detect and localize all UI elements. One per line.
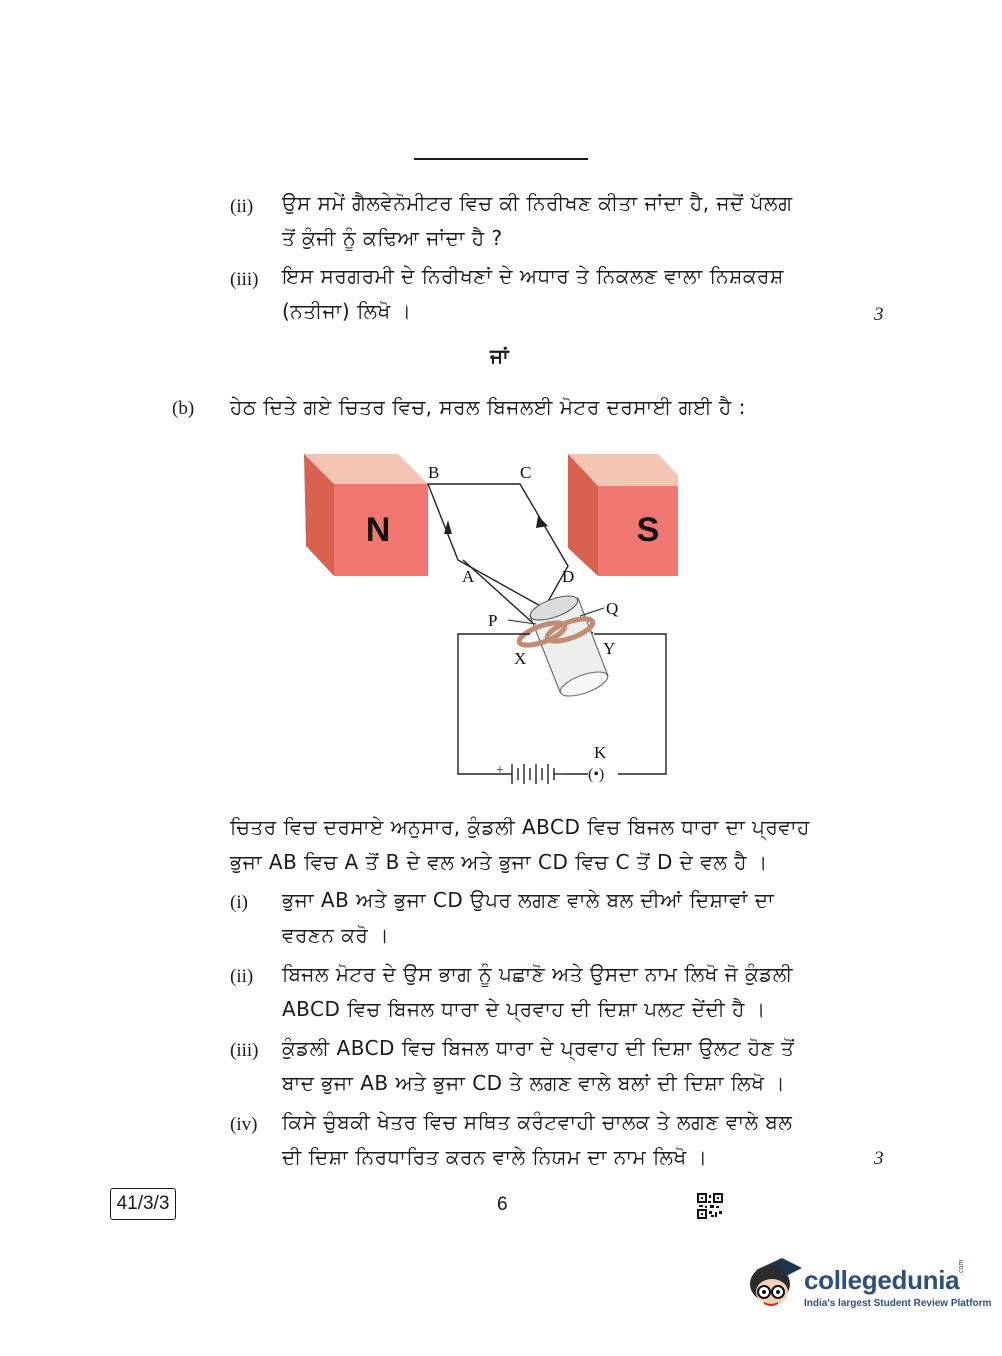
label-c: C — [520, 463, 532, 482]
magnet-s-label: S — [636, 511, 660, 549]
text-line: ਤੋਂ ਕੁੰਜੀ ਨੂੰ ਕਢਿਆ ਜਾਂਦਾ ਹੈ ? — [282, 226, 503, 250]
text-line: ਚਿਤਰ ਵਿਚ ਦਰਸਾਏ ਅਨੁਸਾਰ, ਕੁੰਡਲੀ ABCD ਵਿਚ ਬਿਜਲ ਧਾਰਾ ਦਾ ਪ੍ਰਵਾਹ — [230, 815, 810, 839]
question-number: (iii) — [230, 269, 259, 290]
label-y: Y — [603, 639, 616, 658]
text-line: ਕਿਸੇ ਚੁੰਬਕੀ ਖੇਤਰ ਵਿਚ ਸਥਿਤ ਕਰੰਟਵਾਹੀ ਚਾਲਕ ਤੇ ਲਗਣ ਵਾਲੇ ਬਲ — [282, 1110, 793, 1134]
electric-motor-figure — [298, 448, 678, 788]
page-number: 6 — [497, 1194, 508, 1215]
label-p: P — [488, 611, 498, 630]
arrow-cd — [536, 516, 548, 528]
watermark-tagline: India's largest Student Review Platform — [804, 1298, 992, 1309]
magnet-s — [568, 454, 678, 576]
battery-icon — [508, 764, 566, 784]
watermark-brand: collegedunia — [804, 1265, 960, 1295]
text-line: (ਨਤੀਜਾ) ਲਿਖੋ । — [282, 299, 412, 323]
paper-code: 41/3/3 — [110, 1188, 176, 1220]
question-label: (b) — [172, 398, 195, 419]
qr-code-icon — [697, 1193, 723, 1219]
text-line: ਵਰਣਨ ਕਰੋ । — [282, 923, 390, 947]
text-line: ਉਸ ਸਮੇਂ ਗੈਲਵੇਨੋਮੀਟਰ ਵਿਚ ਕੀ ਨਿਰੀਖਣ ਕੀਤਾ ਜਾਂਦਾ ਹੈ, ਜਦੋਂ ਪੱਲਗ — [282, 191, 793, 215]
label-x: X — [514, 649, 527, 668]
question-iii-text — [282, 259, 784, 329]
commutator — [517, 591, 611, 701]
text-line: ਕੁੰਡਲੀ ABCD ਵਿਚ ਬਿਜਲ ਧਾਰਾ ਦੇ ਪ੍ਰਵਾਹ ਦੀ ਦਿਸ਼ਾ ਉਲਟ ਹੋਣ ਤੋਂ — [282, 1036, 795, 1060]
marks: 3 — [874, 304, 884, 325]
text-line: ਬਾਦ ਭੁਜਾ AB ਅਤੇ ਭੁਜਾ CD ਤੇ ਲਗਣ ਵਾਲੇ ਬਲਾਂ ਦੀ ਦਿਸ਼ਾ ਲਿਖੋ । — [282, 1071, 786, 1095]
sub-question-i — [282, 883, 774, 953]
watermark-domain: .com — [958, 1259, 965, 1275]
magnet-n-label: N — [365, 511, 391, 549]
text-line: ਬਿਜਲ ਮੋਟਰ ਦੇ ਉਸ ਭਾਗ ਨੂੰ ਪਛਾਣੋ ਅਤੇ ਉਸਦਾ ਨਾਮ ਲਿਖੋ ਜੋ ਕੁੰਡਲੀ — [282, 962, 793, 986]
text-line: ਦੀ ਦਿਸ਼ਾ ਨਿਰਧਾਰਿਤ ਕਰਨ ਵਾਲੇ ਨਿਯਮ ਦਾ ਨਾਮ ਲਿਖੋ । — [282, 1145, 708, 1169]
question-number: (iv) — [230, 1114, 258, 1135]
text-line: ਭੁਜਾ AB ਵਿਚ A ਤੋਂ B ਦੇ ਵਲ ਅਤੇ ਭੁਜਾ CD ਵਿਚ C ਤੋਂ D ਦੇ ਵਲ ਹੈ । — [230, 850, 768, 874]
question-number: (i) — [230, 892, 248, 913]
text-line: ABCD ਵਿਚ ਬਿਜਲ ਧਾਰਾ ਦੇ ਪ੍ਰਵਾਹ ਦੀ ਦਿਸ਼ਾ ਪਲਟ ਦੇਂਦੀ ਹੈ । — [282, 997, 766, 1021]
collegedunia-mascot-icon — [742, 1252, 802, 1310]
figure-description — [230, 810, 810, 880]
question-ii-text — [282, 186, 793, 256]
or-separator: ਜਾਂ — [490, 344, 509, 368]
sub-question-iv — [282, 1105, 792, 1175]
label-a: A — [462, 567, 475, 586]
battery-plus-label: + — [496, 763, 504, 778]
question-number: (ii) — [230, 966, 254, 987]
question-number: (iii) — [230, 1040, 259, 1061]
sub-question-ii — [282, 957, 793, 1027]
text-line: ਭੁਜਾ AB ਅਤੇ ਭੁਜਾ CD ਉਪਰ ਲਗਣ ਵਾਲੇ ਬਲ ਦੀਆਂ ਦਿਸ਼ਾਵਾਂ ਦਾ — [282, 888, 775, 912]
sub-question-iii — [282, 1031, 794, 1101]
section-divider — [414, 158, 588, 160]
text-line: ਇਸ ਸਰਗਰਮੀ ਦੇ ਨਿਰੀਖਣਾਂ ਦੇ ਅਧਾਰ ਤੇ ਨਿਕਲਣ ਵਾਲਾ ਨਿਸ਼ਕਰਸ਼ — [282, 264, 784, 288]
marks: 3 — [874, 1148, 884, 1169]
key-icon: (•) — [588, 766, 605, 783]
label-d: D — [562, 567, 575, 586]
question-number: (ii) — [230, 196, 254, 217]
label-q: Q — [606, 599, 619, 618]
label-b: B — [428, 463, 440, 482]
question-b-text: ਹੇਠ ਦਿਤੇ ਗਏ ਚਿਤਰ ਵਿਚ, ਸਰਲ ਬਿਜਲਈ ਮੋਟਰ ਦਰਸਾਈ ਗਈ ਹੈ : — [230, 395, 746, 419]
magnet-n — [304, 454, 428, 576]
label-k: K — [594, 743, 607, 762]
